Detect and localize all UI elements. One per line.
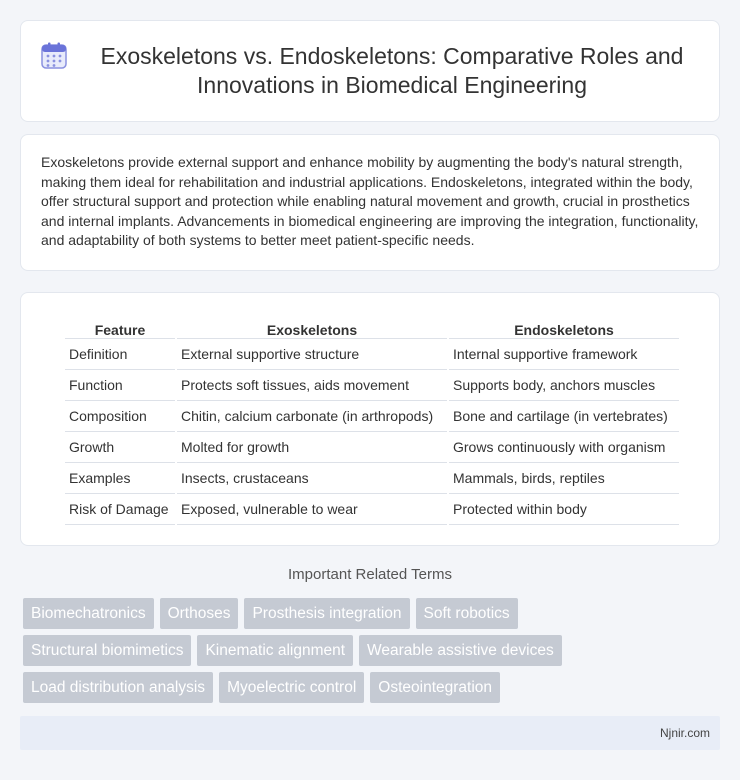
- table-cell: Growth: [65, 432, 175, 463]
- column-header-feature: Feature: [65, 317, 175, 339]
- table-cell: Examples: [65, 463, 175, 494]
- table-cell: Supports body, anchors muscles: [449, 370, 679, 401]
- table-cell: Chitin, calcium carbonate (in arthropods): [177, 401, 447, 432]
- table-cell: Protects soft tissues, aids movement: [177, 370, 447, 401]
- table-header-row: [65, 317, 679, 339]
- tag-structural-biomimetics[interactable]: Structural biomimetics: [23, 635, 191, 666]
- header-card: [20, 20, 720, 122]
- column-header-exoskeletons: Exoskeletons: [177, 317, 447, 339]
- table-cell: Bone and cartilage (in vertebrates): [449, 401, 679, 432]
- tag-myoelectric-control[interactable]: Myoelectric control: [219, 672, 364, 703]
- intro-text: Exoskeletons provide external support and enhance mobility by augmenting the body's natural strength, making them ideal for rehabilitation and industrial applications. Endoskeletons, integrated within the body, offer structural support and protection while enabling natural movement and growth, crucial in prosthetics and internal implants. Advancements in biomedical engineering are improving the integration, functionality, and adaptability of both systems to better meet patient-specific needs.: [41, 154, 699, 249]
- table-cell: Mammals, birds, reptiles: [449, 463, 679, 494]
- tag-wearable-assistive-devices[interactable]: Wearable assistive devices: [359, 635, 562, 666]
- table-cell: Insects, crustaceans: [177, 463, 447, 494]
- tag-osteointegration[interactable]: Osteointegration: [370, 672, 500, 703]
- footer: [20, 716, 720, 750]
- comparison-table: [63, 317, 681, 525]
- related-terms-title: Important Related Terms: [288, 566, 452, 583]
- table-row: [65, 432, 679, 463]
- table-cell: Internal supportive framework: [449, 339, 679, 370]
- comparison-table-card: [20, 292, 720, 546]
- table-cell: External supportive structure: [177, 339, 447, 370]
- tag-biomechatronics[interactable]: Biomechatronics: [23, 598, 154, 629]
- tag-kinematic-alignment[interactable]: Kinematic alignment: [197, 635, 353, 666]
- calendar-icon: [41, 42, 67, 70]
- table-row: [65, 494, 679, 525]
- table-row: [65, 339, 679, 370]
- page-title: Exoskeletons vs. Endoskeletons: Comparative Roles and Innovations in Biomedical Engineering: [100, 43, 684, 98]
- table-cell: Exposed, vulnerable to wear: [177, 494, 447, 525]
- tag-soft-robotics[interactable]: Soft robotics: [416, 598, 518, 629]
- related-terms-list: [23, 598, 623, 709]
- table-cell: Protected within body: [449, 494, 679, 525]
- tag-orthoses[interactable]: Orthoses: [160, 598, 239, 629]
- table-row: [65, 401, 679, 432]
- column-header-endoskeletons: Endoskeletons: [449, 317, 679, 339]
- table-row: [65, 370, 679, 401]
- table-cell: Function: [65, 370, 175, 401]
- table-cell: Composition: [65, 401, 175, 432]
- tag-prosthesis-integration[interactable]: Prosthesis integration: [244, 598, 409, 629]
- table-row: [65, 463, 679, 494]
- intro-card: [20, 134, 720, 271]
- table-cell: Definition: [65, 339, 175, 370]
- table-cell: Molted for growth: [177, 432, 447, 463]
- table-cell: Grows continuously with organism: [449, 432, 679, 463]
- footer-site-name: Njnir.com: [659, 726, 710, 740]
- table-cell: Risk of Damage: [65, 494, 175, 525]
- tag-load-distribution-analysis[interactable]: Load distribution analysis: [23, 672, 213, 703]
